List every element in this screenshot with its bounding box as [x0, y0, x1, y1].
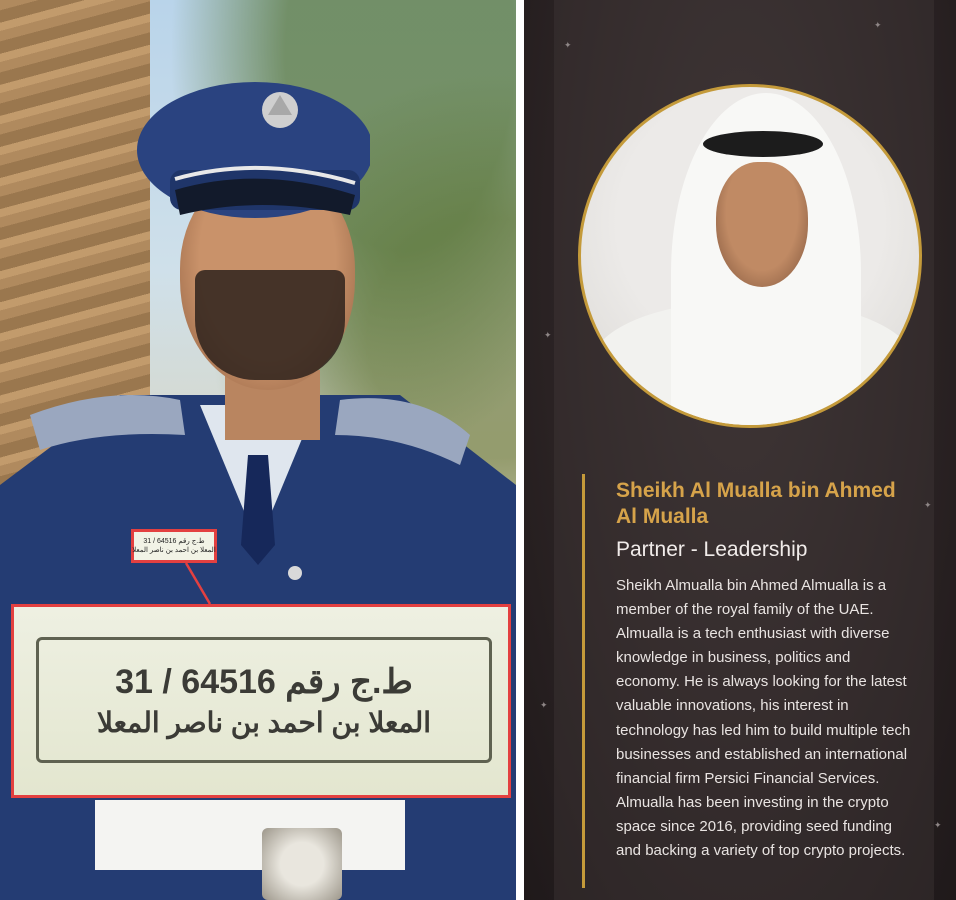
sparkle-icon: ✦: [540, 700, 548, 710]
panel-divider: [516, 0, 524, 900]
white-belt: [95, 800, 405, 870]
nameplate-zoom-inset: [11, 604, 511, 798]
sparkle-icon: ✦: [544, 330, 552, 340]
zoomed-nameplate: [36, 637, 492, 763]
profile-name: Sheikh Al Mualla bin Ahmed Al Mualla: [616, 479, 896, 528]
nameplate-name-text: المعلا بن احمد بن ناصر المعلا: [132, 547, 216, 554]
sparkle-icon: ✦: [924, 500, 932, 510]
profile-role: Partner - Leadership: [616, 538, 808, 561]
sparkle-icon: ✦: [564, 40, 572, 50]
sparkle-icon: ✦: [874, 20, 882, 30]
zoomed-name-text: المعلا بن احمد بن ناصر المعلا: [96, 706, 432, 738]
agal: [703, 131, 823, 157]
portrait-face: [716, 162, 808, 287]
portrait: [578, 84, 922, 428]
profile-bio: Sheikh Almualla bin Ahmed Almualla is a member of the royal family of the UAE. Almualla is a tech enthusiast with diverse knowledge in business, politics and economy. He is always looking for the latest valuable innovations, his interest in technology has led him to build multiple tech businesses and established an international financial firm Persici Financial Services. Almualla has been investing in the crypto space since 2016, providing seed funding and backing a variety of top crypto projects.: [616, 577, 911, 860]
sparkle-icon: ✦: [934, 820, 942, 830]
accent-line: [582, 474, 585, 888]
belt-buckle: [262, 828, 342, 900]
nameplate-number-text: ط.ج رقم 64516 / 31: [143, 538, 205, 545]
profile-card: [524, 0, 956, 900]
zoomed-number-text: ط.ج رقم 64516 / 31: [115, 662, 413, 701]
